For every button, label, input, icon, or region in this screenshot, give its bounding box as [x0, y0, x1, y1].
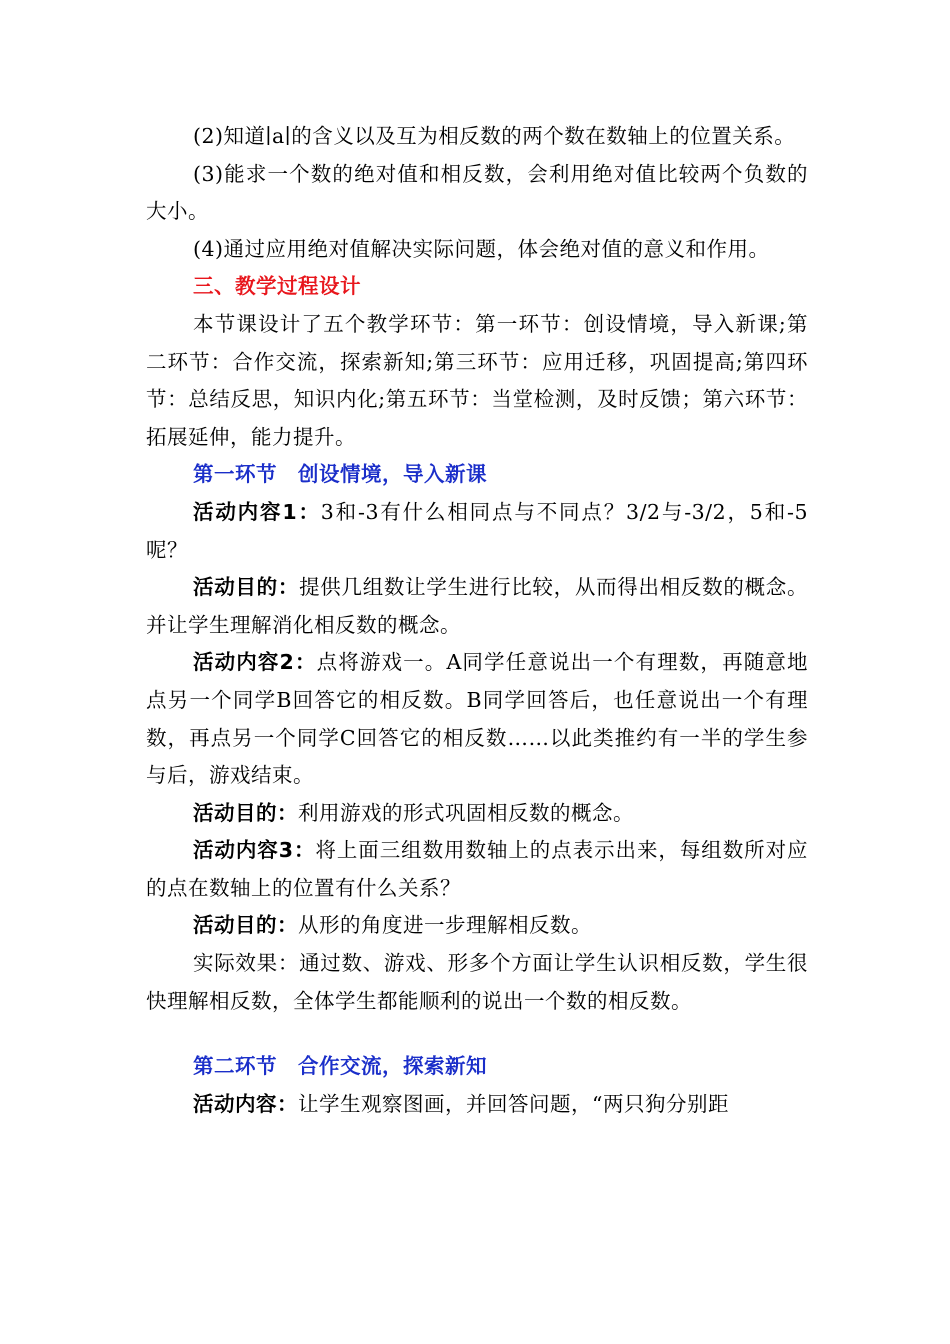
activity-text: 点将游戏一。A同学任意说出一个有理数，再随意地点另一个同学B回答它的相反数。B同学回答后，也任意说出一个有理数，再点另一个同学C回答它的相反数……以此类推约有一半的学生参与后，游戏结束。	[146, 650, 808, 788]
stage1-purpose-2	[146, 795, 808, 833]
purpose-label: 活动目的：	[193, 800, 298, 825]
document-page	[146, 118, 808, 1123]
spacer	[146, 1020, 808, 1048]
activity-text: 将上面三组数用数轴上的点表示出来，每组数所对应的点在数轴上的位置有什么关系？	[146, 838, 809, 900]
purpose-label: 活动目的：	[193, 913, 298, 938]
activity-label: 活动内容：	[193, 1091, 298, 1116]
objective-3: (3)能求一个数的绝对值和相反数，会利用绝对值比较两个负数的大小。	[146, 161, 808, 224]
stage1-effect: 实际效果：通过数、游戏、形多个方面让学生认识相反数，学生很快理解相反数，全体学生都能顺利的说出一个数的相反数。	[146, 951, 808, 1013]
stage2-activity	[146, 1086, 808, 1124]
section-heading-teaching-process: 三、教学过程设计	[193, 274, 361, 299]
activity-label: 活动内容2：	[193, 650, 317, 675]
objective-2: (2)知道∣a∣的含义以及互为相反数的两个数在数轴上的位置关系。	[193, 124, 796, 148]
purpose-text: 利用游戏的形式巩固相反数的概念。	[298, 800, 634, 825]
stage1-activity-2	[146, 644, 808, 794]
activity-text: 3和-3有什么相同点与不同点？3/2与-3/2，5和-5呢？	[146, 499, 808, 562]
stage1-purpose-3	[146, 907, 808, 945]
purpose-text: 提供几组数让学生进行比较，从而得出相反数的概念。并让学生理解消化相反数的概念。	[146, 575, 809, 637]
purpose-label: 活动目的：	[193, 575, 300, 600]
stage1-purpose-1	[146, 569, 808, 644]
purpose-text: 从形的角度进一步理解相反数。	[298, 913, 592, 938]
stage1-activity-3	[146, 832, 808, 907]
activity-text: 让学生观察图画，并回答问题，“两只狗分别距	[298, 1091, 729, 1116]
objective-4: (4)通过应用绝对值解决实际问题，体会绝对值的意义和作用。	[193, 236, 770, 261]
activity-label: 活动内容3：	[193, 838, 316, 863]
stage1-heading: 第一环节 创设情境，导入新课	[193, 462, 487, 487]
section-intro: 本节课设计了五个教学环节：第一环节：创设情境，导入新课;第二环节：合作交流，探索新知;第三环节：应用迁移，巩固提高;第四环节：总结反思，知识内化;第五环节：当堂检测，及时反馈；第六环节：拓展延伸，能力提升。	[146, 311, 808, 449]
stage1-activity-1	[146, 494, 808, 569]
activity-label: 活动内容1：	[193, 499, 321, 524]
stage2-heading: 第二环节 合作交流，探索新知	[193, 1054, 487, 1079]
